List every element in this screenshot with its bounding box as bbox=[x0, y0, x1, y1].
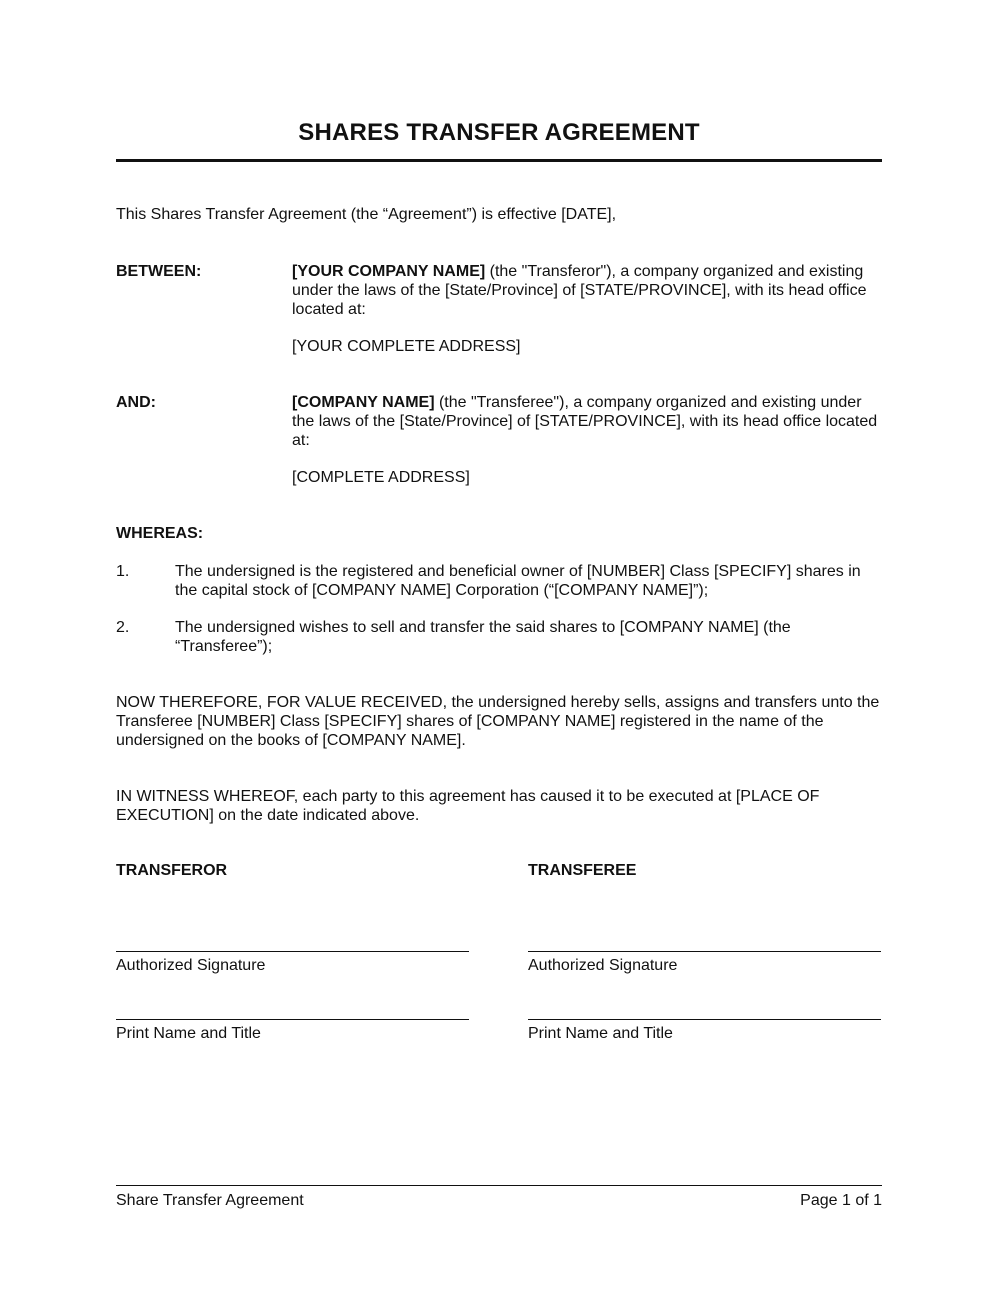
transferee-party-block bbox=[292, 393, 884, 487]
transferee-description bbox=[292, 393, 884, 450]
transferee-description-text: (the "Transferee"), a company organized and existing under the laws of the [State/Province] of [STATE/PROVINCE], with its head office located at: bbox=[292, 394, 878, 449]
footer-divider bbox=[116, 1185, 882, 1186]
between-label: BETWEEN: bbox=[116, 263, 202, 280]
transferor-company-name: [YOUR COMPANY NAME] bbox=[292, 263, 486, 280]
whereas-item-text: The undersigned wishes to sell and transfer the said shares to [COMPANY NAME] (the “Transferee”); bbox=[175, 619, 791, 655]
transferor-description bbox=[292, 262, 884, 319]
transferee-heading: TRANSFEREE bbox=[528, 862, 637, 879]
transferor-name-line[interactable] bbox=[116, 1019, 469, 1020]
transferor-description-text: (the "Transferor"), a company organized and existing under the laws of the [State/Province] of [STATE/PROVINCE], with its head office located at: bbox=[292, 263, 867, 318]
transferee-address: [COMPLETE ADDRESS] bbox=[292, 469, 470, 486]
transferee-name-line[interactable] bbox=[528, 1019, 881, 1020]
whereas-item-number: 1. bbox=[116, 563, 130, 580]
transferor-name-label: Print Name and Title bbox=[116, 1025, 261, 1042]
document-page bbox=[116, 0, 882, 1290]
witness-paragraph: IN WITNESS WHEREOF, each party to this agreement has caused it to be executed at [PLACE OF EXECUTION] on the date indicated above. bbox=[116, 788, 820, 824]
transferor-party-block bbox=[292, 262, 884, 356]
document-title: SHARES TRANSFER AGREEMENT bbox=[298, 119, 700, 146]
transferee-signature-block bbox=[528, 861, 881, 1043]
transferee-signature-label: Authorized Signature bbox=[528, 957, 678, 974]
transferee-signature-line[interactable] bbox=[528, 951, 881, 952]
whereas-item-number: 2. bbox=[116, 619, 130, 636]
transferor-address: [YOUR COMPLETE ADDRESS] bbox=[292, 338, 521, 355]
whereas-item-text: The undersigned is the registered and beneficial owner of [NUMBER] Class [SPECIFY] shares in the capital stock of [COMPANY NAME] Corporation (“[COMPANY NAME]”); bbox=[175, 563, 861, 599]
transferor-signature-line[interactable] bbox=[116, 951, 469, 952]
intro-paragraph: This Shares Transfer Agreement (the “Agreement”) is effective [DATE], bbox=[116, 206, 617, 223]
footer-page-number: Page 1 of 1 bbox=[800, 1192, 882, 1209]
transferor-signature-label: Authorized Signature bbox=[116, 957, 266, 974]
whereas-heading: WHEREAS: bbox=[116, 525, 204, 542]
transferor-signature-block bbox=[116, 861, 469, 1043]
transferor-heading: TRANSFEROR bbox=[116, 862, 228, 879]
footer-document-name: Share Transfer Agreement bbox=[116, 1192, 304, 1209]
and-label: AND: bbox=[116, 394, 156, 411]
transferee-company-name: [COMPANY NAME] bbox=[292, 394, 435, 411]
title-divider bbox=[116, 159, 882, 162]
now-therefore-paragraph: NOW THEREFORE, FOR VALUE RECEIVED, the undersigned hereby sells, assigns and transfers unto the Transferee [NUMBER] Class [SPECIFY] shares of [COMPANY NAME] registered in the name of the undersigned on the books of [COMPANY NAME]. bbox=[116, 694, 880, 749]
transferee-name-label: Print Name and Title bbox=[528, 1025, 673, 1042]
